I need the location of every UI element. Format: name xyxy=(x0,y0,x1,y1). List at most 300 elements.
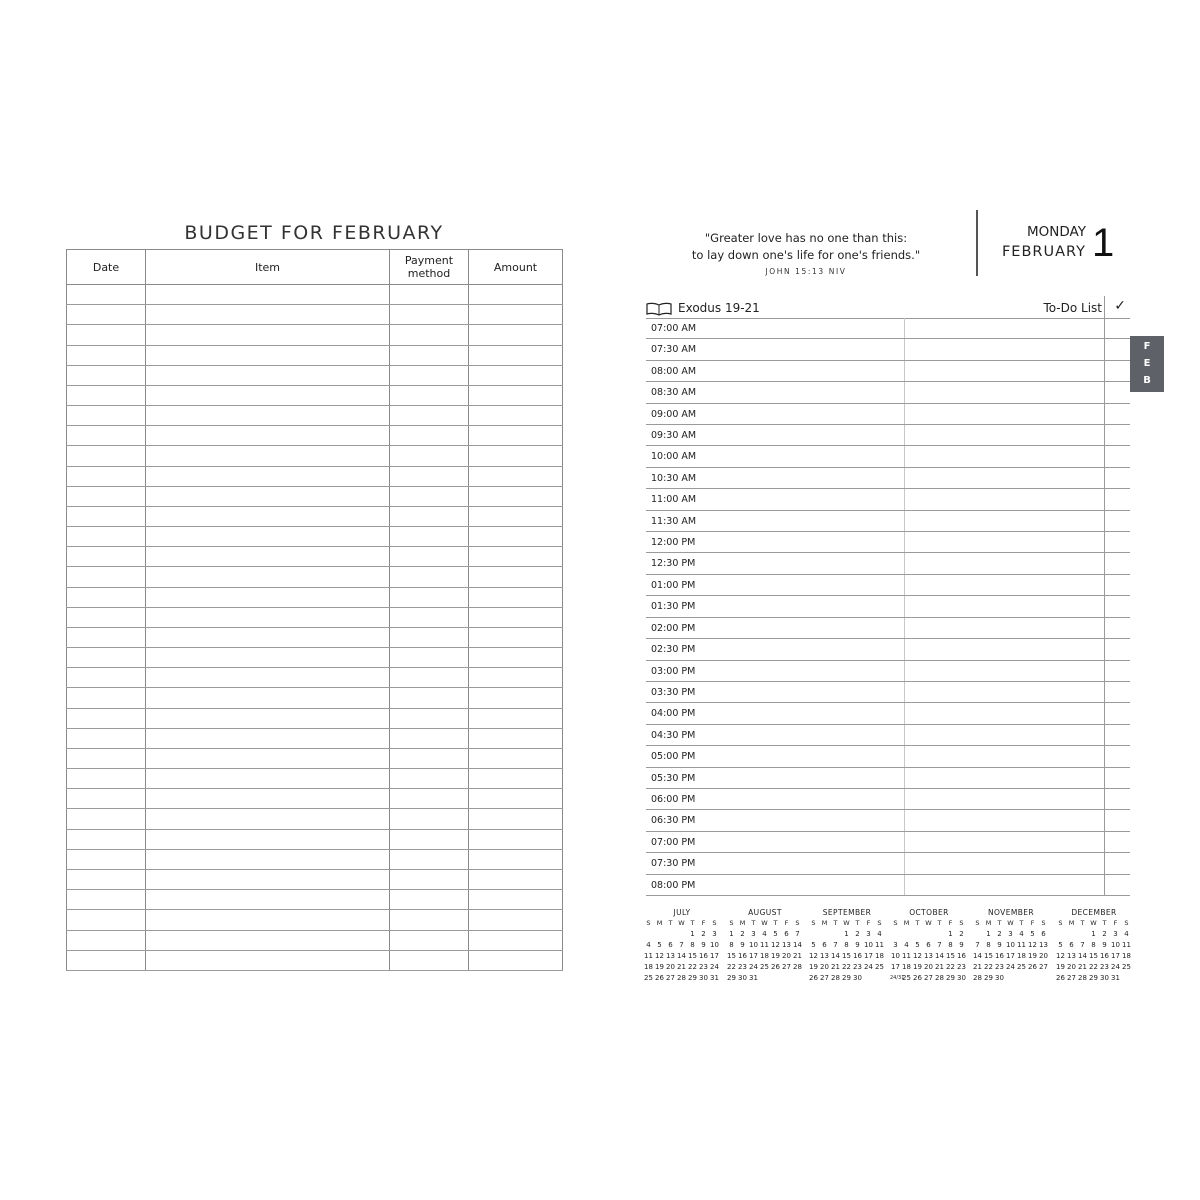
time-slot[interactable] xyxy=(646,661,1130,682)
budget-cell-item[interactable] xyxy=(146,627,390,647)
budget-cell-amount[interactable] xyxy=(469,829,563,849)
mini-calendar-day: 5 xyxy=(657,941,662,949)
budget-cell-item[interactable] xyxy=(146,527,390,547)
hourly-schedule xyxy=(646,318,1130,896)
budget-cell-payment-method[interactable] xyxy=(390,869,469,889)
mini-calendar-day: 28 xyxy=(831,974,840,982)
budget-row xyxy=(67,345,563,365)
budget-cell-date[interactable] xyxy=(67,607,146,627)
mini-calendar-day: 23 xyxy=(995,963,1004,971)
budget-cell-item[interactable] xyxy=(146,688,390,708)
budget-cell-amount[interactable] xyxy=(469,446,563,466)
daily-quote xyxy=(684,230,928,276)
weekday-initial: S xyxy=(729,919,734,927)
time-slot[interactable] xyxy=(646,468,1130,489)
budget-cell-payment-method[interactable] xyxy=(390,486,469,506)
budget-cell-payment-method[interactable] xyxy=(390,890,469,910)
budget-cell-payment-method[interactable] xyxy=(390,789,469,809)
budget-cell-amount[interactable] xyxy=(469,930,563,950)
budget-cell-date[interactable] xyxy=(67,950,146,970)
budget-cell-payment-method[interactable] xyxy=(390,365,469,385)
budget-cell-date[interactable] xyxy=(67,728,146,748)
time-slot[interactable] xyxy=(646,789,1130,810)
budget-cell-date[interactable] xyxy=(67,567,146,587)
budget-cell-date[interactable] xyxy=(67,527,146,547)
mini-calendar-day: 4 xyxy=(646,941,651,949)
budget-cell-item[interactable] xyxy=(146,668,390,688)
budget-cell-date[interactable] xyxy=(67,769,146,789)
mini-calendar-day: 31 xyxy=(710,974,719,982)
budget-cell-item[interactable] xyxy=(146,849,390,869)
time-slot-label: 02:00 PM xyxy=(651,622,696,634)
mini-calendar-day: 31 xyxy=(1111,974,1120,982)
budget-row xyxy=(67,950,563,970)
budget-cell-date[interactable] xyxy=(67,587,146,607)
budget-cell-amount[interactable] xyxy=(469,325,563,345)
mini-calendar-grid xyxy=(726,918,804,984)
budget-cell-date[interactable] xyxy=(67,305,146,325)
budget-cell-item[interactable] xyxy=(146,910,390,930)
budget-row xyxy=(67,466,563,486)
mini-calendar-day: 11 xyxy=(1017,941,1026,949)
weekday-initial: M xyxy=(739,919,746,927)
budget-cell-amount[interactable] xyxy=(469,910,563,930)
budget-cell-amount[interactable] xyxy=(469,305,563,325)
budget-cell-amount[interactable] xyxy=(469,789,563,809)
mini-calendar-day: 22 xyxy=(842,963,851,971)
mini-calendar-day: 10 xyxy=(749,941,758,949)
budget-cell-item[interactable] xyxy=(146,809,390,829)
budget-header-row xyxy=(67,250,563,285)
budget-cell-payment-method[interactable] xyxy=(390,426,469,446)
budget-cell-date[interactable] xyxy=(67,829,146,849)
mini-calendar-day: 1 xyxy=(986,930,991,938)
mini-calendar-day xyxy=(1077,929,1088,940)
budget-cell-date[interactable] xyxy=(67,910,146,930)
mini-calendar-day: 8 xyxy=(986,941,991,949)
mini-calendar-day: 19 xyxy=(1056,963,1065,971)
budget-row xyxy=(67,365,563,385)
mini-calendar-day xyxy=(901,929,912,940)
budget-cell-date[interactable] xyxy=(67,547,146,567)
budget-cell-item[interactable] xyxy=(146,890,390,910)
budget-cell-item[interactable] xyxy=(146,486,390,506)
mini-calendar-day: 6 xyxy=(668,941,673,949)
budget-cell-amount[interactable] xyxy=(469,849,563,869)
mini-calendar-day: 13 xyxy=(666,952,675,960)
budget-cell-date[interactable] xyxy=(67,930,146,950)
mini-calendar-day: 27 xyxy=(820,974,829,982)
budget-cell-item[interactable] xyxy=(146,769,390,789)
budget-cell-item[interactable] xyxy=(146,930,390,950)
weekday-initial: M xyxy=(985,919,992,927)
budget-cell-item[interactable] xyxy=(146,385,390,405)
time-slot[interactable] xyxy=(646,853,1130,874)
budget-cell-date[interactable] xyxy=(67,748,146,768)
budget-cell-date[interactable] xyxy=(67,285,146,305)
budget-cell-payment-method[interactable] xyxy=(390,305,469,325)
budget-cell-item[interactable] xyxy=(146,869,390,889)
mini-calendar-day: 29 xyxy=(1089,974,1098,982)
budget-cell-date[interactable] xyxy=(67,345,146,365)
budget-cell-payment-method[interactable] xyxy=(390,708,469,728)
mini-calendar-day: 5 xyxy=(811,941,816,949)
mini-calendar-day: 7 xyxy=(975,941,980,949)
mini-calendar-day: 12 xyxy=(913,952,922,960)
budget-cell-payment-method[interactable] xyxy=(390,748,469,768)
budget-cell-amount[interactable] xyxy=(469,547,563,567)
budget-cell-amount[interactable] xyxy=(469,688,563,708)
mini-calendar-day: 1 xyxy=(1091,930,1096,938)
mini-calendar-day: 10 xyxy=(891,952,900,960)
budget-cell-amount[interactable] xyxy=(469,406,563,426)
budget-cell-item[interactable] xyxy=(146,506,390,526)
budget-cell-amount[interactable] xyxy=(469,285,563,305)
budget-cell-amount[interactable] xyxy=(469,728,563,748)
time-slot[interactable] xyxy=(646,768,1130,789)
budget-cell-amount[interactable] xyxy=(469,385,563,405)
mini-calendar-day: 17 xyxy=(891,963,900,971)
budget-cell-date[interactable] xyxy=(67,486,146,506)
mini-calendar-day: 4 xyxy=(762,930,767,938)
mini-calendars xyxy=(643,908,1133,990)
mini-calendar-day: 21 xyxy=(1078,963,1087,971)
budget-cell-item[interactable] xyxy=(146,587,390,607)
budget-cell-item[interactable] xyxy=(146,789,390,809)
mini-calendar-day: 6 xyxy=(784,930,789,938)
mini-calendar-day xyxy=(934,929,945,940)
mini-calendar-month: JULY xyxy=(673,908,691,917)
budget-cell-date[interactable] xyxy=(67,426,146,446)
budget-cell-amount[interactable] xyxy=(469,466,563,486)
budget-cell-amount[interactable] xyxy=(469,890,563,910)
budget-cell-amount[interactable] xyxy=(469,345,563,365)
mini-calendar-day: 16 xyxy=(853,952,862,960)
month-tab[interactable] xyxy=(1130,336,1164,392)
time-slot-label: 08:30 AM xyxy=(651,387,697,399)
budget-cell-item[interactable] xyxy=(146,829,390,849)
column-header-item: Item xyxy=(146,250,390,285)
time-slot[interactable] xyxy=(646,832,1130,853)
budget-row xyxy=(67,567,563,587)
time-slot-label: 11:30 AM xyxy=(651,515,697,527)
budget-cell-amount[interactable] xyxy=(469,769,563,789)
mini-calendar-day: 8 xyxy=(690,941,695,949)
budget-cell-payment-method[interactable] xyxy=(390,950,469,970)
budget-cell-payment-method[interactable] xyxy=(390,688,469,708)
time-slot[interactable] xyxy=(646,725,1130,746)
time-slot[interactable] xyxy=(646,425,1130,446)
checkmark-icon: ✓ xyxy=(1114,298,1126,314)
budget-cell-date[interactable] xyxy=(67,869,146,889)
mini-calendar-day: 20 xyxy=(1067,963,1076,971)
budget-cell-date[interactable] xyxy=(67,688,146,708)
mini-calendar-day: 22 xyxy=(984,963,993,971)
mini-calendar-day: 29 xyxy=(727,974,736,982)
mini-calendar-day: 13 xyxy=(924,952,933,960)
time-slot[interactable] xyxy=(646,318,1130,339)
time-slot[interactable] xyxy=(646,703,1130,724)
budget-cell-amount[interactable] xyxy=(469,607,563,627)
budget-cell-date[interactable] xyxy=(67,648,146,668)
budget-cell-item[interactable] xyxy=(146,426,390,446)
budget-cell-amount[interactable] xyxy=(469,668,563,688)
time-slot-label: 02:30 PM xyxy=(651,644,696,656)
mini-calendar-day: 2 xyxy=(855,930,860,938)
mini-calendar-day: 4 xyxy=(877,930,882,938)
mini-calendar-day: 28 xyxy=(1078,974,1087,982)
budget-cell-payment-method[interactable] xyxy=(390,446,469,466)
time-slot[interactable] xyxy=(646,553,1130,574)
budget-cell-payment-method[interactable] xyxy=(390,325,469,345)
budget-cell-item[interactable] xyxy=(146,466,390,486)
mini-calendar-day: 18 xyxy=(902,963,911,971)
time-slot[interactable] xyxy=(646,618,1130,639)
mini-calendar-day: 26 xyxy=(913,974,922,982)
mini-calendar-day: 4 xyxy=(904,941,909,949)
mini-calendar-day: 25 xyxy=(875,963,884,971)
weekday-initial: S xyxy=(1041,919,1046,927)
budget-cell-payment-method[interactable] xyxy=(390,809,469,829)
time-slot[interactable] xyxy=(646,382,1130,403)
time-slot[interactable] xyxy=(646,575,1130,596)
budget-cell-item[interactable] xyxy=(146,345,390,365)
budget-row xyxy=(67,668,563,688)
budget-cell-date[interactable] xyxy=(67,708,146,728)
budget-cell-date[interactable] xyxy=(67,365,146,385)
weekday-initial: W xyxy=(925,919,932,927)
budget-row xyxy=(67,607,563,627)
mini-calendar-day: 28 xyxy=(935,974,944,982)
open-book-icon xyxy=(646,302,672,316)
budget-cell-item[interactable] xyxy=(146,567,390,587)
mini-calendar-day: 12 xyxy=(1056,952,1065,960)
budget-cell-payment-method[interactable] xyxy=(390,728,469,748)
mini-calendar-day: 15 xyxy=(946,952,955,960)
budget-cell-item[interactable] xyxy=(146,708,390,728)
budget-row xyxy=(67,627,563,647)
mini-calendar-day: 20 xyxy=(1039,952,1048,960)
mini-calendar-day: 24 xyxy=(749,963,758,971)
budget-cell-payment-method[interactable] xyxy=(390,285,469,305)
mini-calendar-day xyxy=(1055,929,1066,940)
mini-calendar-day: 17 xyxy=(1006,952,1015,960)
time-slot-label: 12:00 PM xyxy=(651,537,696,549)
budget-cell-amount[interactable] xyxy=(469,527,563,547)
budget-cell-amount[interactable] xyxy=(469,567,563,587)
mini-calendar-day: 9 xyxy=(855,941,860,949)
budget-row xyxy=(67,869,563,889)
budget-cell-date[interactable] xyxy=(67,849,146,869)
time-slot[interactable] xyxy=(646,532,1130,553)
mini-calendar-day: 3 xyxy=(893,941,898,949)
mini-calendar-day: 19 xyxy=(1028,952,1037,960)
mini-calendar-day: 12 xyxy=(655,952,664,960)
budget-cell-payment-method[interactable] xyxy=(390,627,469,647)
mini-calendar-day: 30 xyxy=(853,974,862,982)
budget-cell-date[interactable] xyxy=(67,325,146,345)
budget-cell-item[interactable] xyxy=(146,325,390,345)
budget-cell-amount[interactable] xyxy=(469,648,563,668)
budget-cell-date[interactable] xyxy=(67,627,146,647)
budget-cell-amount[interactable] xyxy=(469,950,563,970)
mini-calendar-day: 24/31 xyxy=(890,975,905,981)
budget-cell-date[interactable] xyxy=(67,446,146,466)
budget-cell-date[interactable] xyxy=(67,789,146,809)
mini-calendar-day: 19 xyxy=(809,963,818,971)
budget-cell-amount[interactable] xyxy=(469,587,563,607)
budget-row xyxy=(67,849,563,869)
mini-calendar-day: 30 xyxy=(995,974,1004,982)
time-slot[interactable] xyxy=(646,596,1130,617)
budget-cell-payment-method[interactable] xyxy=(390,567,469,587)
mini-calendar-day: 1 xyxy=(690,930,695,938)
budget-cell-date[interactable] xyxy=(67,890,146,910)
time-slot-label: 05:30 PM xyxy=(651,772,696,784)
time-slot[interactable] xyxy=(646,489,1130,510)
budget-cell-item[interactable] xyxy=(146,728,390,748)
budget-cell-payment-method[interactable] xyxy=(390,406,469,426)
budget-cell-payment-method[interactable] xyxy=(390,930,469,950)
budget-cell-amount[interactable] xyxy=(469,748,563,768)
budget-cell-amount[interactable] xyxy=(469,708,563,728)
budget-cell-amount[interactable] xyxy=(469,627,563,647)
budget-cell-payment-method[interactable] xyxy=(390,345,469,365)
mini-calendar-day: 1 xyxy=(844,930,849,938)
mini-calendar-day: 5 xyxy=(1058,941,1063,949)
mini-calendar-day: 30 xyxy=(957,974,966,982)
mini-calendar-day: 14 xyxy=(973,952,982,960)
weekday-initial: S xyxy=(646,919,651,927)
budget-cell-item[interactable] xyxy=(146,547,390,567)
weekday-initial: S xyxy=(1058,919,1063,927)
time-slot[interactable] xyxy=(646,511,1130,532)
mini-calendar-day: 8 xyxy=(844,941,849,949)
mini-calendar-day xyxy=(972,929,983,940)
time-slot[interactable] xyxy=(646,810,1130,831)
mini-calendar-day: 23 xyxy=(738,963,747,971)
mini-calendar-day: 16 xyxy=(699,952,708,960)
mini-calendar-day xyxy=(643,929,654,940)
budget-cell-payment-method[interactable] xyxy=(390,849,469,869)
mini-calendar-day: 22 xyxy=(946,963,955,971)
budget-row xyxy=(67,325,563,345)
mini-calendar-day: 18 xyxy=(875,952,884,960)
budget-cell-amount[interactable] xyxy=(469,869,563,889)
budget-cell-payment-method[interactable] xyxy=(390,829,469,849)
mini-calendar-day xyxy=(890,929,901,940)
budget-cell-item[interactable] xyxy=(146,406,390,426)
time-slot[interactable] xyxy=(646,404,1130,425)
budget-cell-amount[interactable] xyxy=(469,809,563,829)
time-slot[interactable] xyxy=(646,339,1130,360)
budget-cell-item[interactable] xyxy=(146,365,390,385)
time-slot[interactable] xyxy=(646,682,1130,703)
budget-cell-item[interactable] xyxy=(146,748,390,768)
column-header-amount: Amount xyxy=(469,250,563,285)
mini-calendar-day: 14 xyxy=(793,941,802,949)
budget-cell-payment-method[interactable] xyxy=(390,466,469,486)
budget-cell-item[interactable] xyxy=(146,648,390,668)
budget-cell-date[interactable] xyxy=(67,385,146,405)
mini-calendar-september xyxy=(808,908,886,984)
mini-calendar-day: 6 xyxy=(1069,941,1074,949)
budget-cell-payment-method[interactable] xyxy=(390,527,469,547)
mini-calendar-day: 7 xyxy=(833,941,838,949)
weekday-initial: F xyxy=(701,919,706,927)
budget-cell-payment-method[interactable] xyxy=(390,769,469,789)
mini-calendar-day: 13 xyxy=(782,941,791,949)
time-slot[interactable] xyxy=(646,639,1130,660)
budget-cell-payment-method[interactable] xyxy=(390,607,469,627)
mini-calendar-day: 6 xyxy=(822,941,827,949)
budget-cell-amount[interactable] xyxy=(469,365,563,385)
budget-cell-payment-method[interactable] xyxy=(390,910,469,930)
budget-cell-date[interactable] xyxy=(67,466,146,486)
time-slot-label: 03:00 PM xyxy=(651,665,696,677)
weekday-initial: F xyxy=(784,919,789,927)
budget-cell-payment-method[interactable] xyxy=(390,506,469,526)
budget-cell-payment-method[interactable] xyxy=(390,587,469,607)
weekday-initial: W xyxy=(1090,919,1097,927)
time-slot[interactable] xyxy=(646,446,1130,467)
mini-calendar-day: 13 xyxy=(1067,952,1076,960)
mini-calendar-day: 14 xyxy=(677,952,686,960)
time-slot[interactable] xyxy=(646,875,1130,896)
mini-calendar-day: 7 xyxy=(1080,941,1085,949)
budget-cell-payment-method[interactable] xyxy=(390,668,469,688)
mini-calendar-day: 11 xyxy=(760,941,769,949)
mini-calendar-day xyxy=(665,929,676,940)
mini-calendar-day: 2 xyxy=(997,930,1002,938)
time-slot[interactable] xyxy=(646,746,1130,767)
budget-cell-payment-method[interactable] xyxy=(390,648,469,668)
mini-calendar-day: 2 xyxy=(959,930,964,938)
mini-calendar-day xyxy=(923,929,934,940)
mini-calendar-day: 23 xyxy=(1100,963,1109,971)
time-slot-label: 06:30 PM xyxy=(651,815,696,827)
mini-calendar-day: 27 xyxy=(924,974,933,982)
weekday-initial: W xyxy=(761,919,768,927)
mini-calendar-day: 26 xyxy=(809,974,818,982)
time-slot[interactable] xyxy=(646,361,1130,382)
budget-cell-date[interactable] xyxy=(67,668,146,688)
budget-cell-date[interactable] xyxy=(67,506,146,526)
budget-cell-amount[interactable] xyxy=(469,486,563,506)
budget-cell-item[interactable] xyxy=(146,285,390,305)
weekday-initial: S xyxy=(712,919,717,927)
mini-calendar-november xyxy=(972,908,1050,984)
budget-cell-payment-method[interactable] xyxy=(390,547,469,567)
budget-table xyxy=(66,249,563,971)
budget-cell-payment-method[interactable] xyxy=(390,385,469,405)
mini-calendar-day: 18 xyxy=(1122,952,1131,960)
time-slot-label: 01:00 PM xyxy=(651,579,696,591)
budget-cell-item[interactable] xyxy=(146,950,390,970)
mini-calendar-day: 29 xyxy=(946,974,955,982)
budget-cell-date[interactable] xyxy=(67,809,146,829)
budget-cell-amount[interactable] xyxy=(469,426,563,446)
budget-cell-date[interactable] xyxy=(67,406,146,426)
budget-cell-item[interactable] xyxy=(146,446,390,466)
budget-title: BUDGET FOR FEBRUARY xyxy=(184,222,444,244)
mini-calendar-day: 30 xyxy=(699,974,708,982)
budget-cell-item[interactable] xyxy=(146,607,390,627)
mini-calendar-day: 27 xyxy=(666,974,675,982)
budget-cell-item[interactable] xyxy=(146,305,390,325)
budget-cell-amount[interactable] xyxy=(469,506,563,526)
mini-calendar-day: 24 xyxy=(1006,963,1015,971)
